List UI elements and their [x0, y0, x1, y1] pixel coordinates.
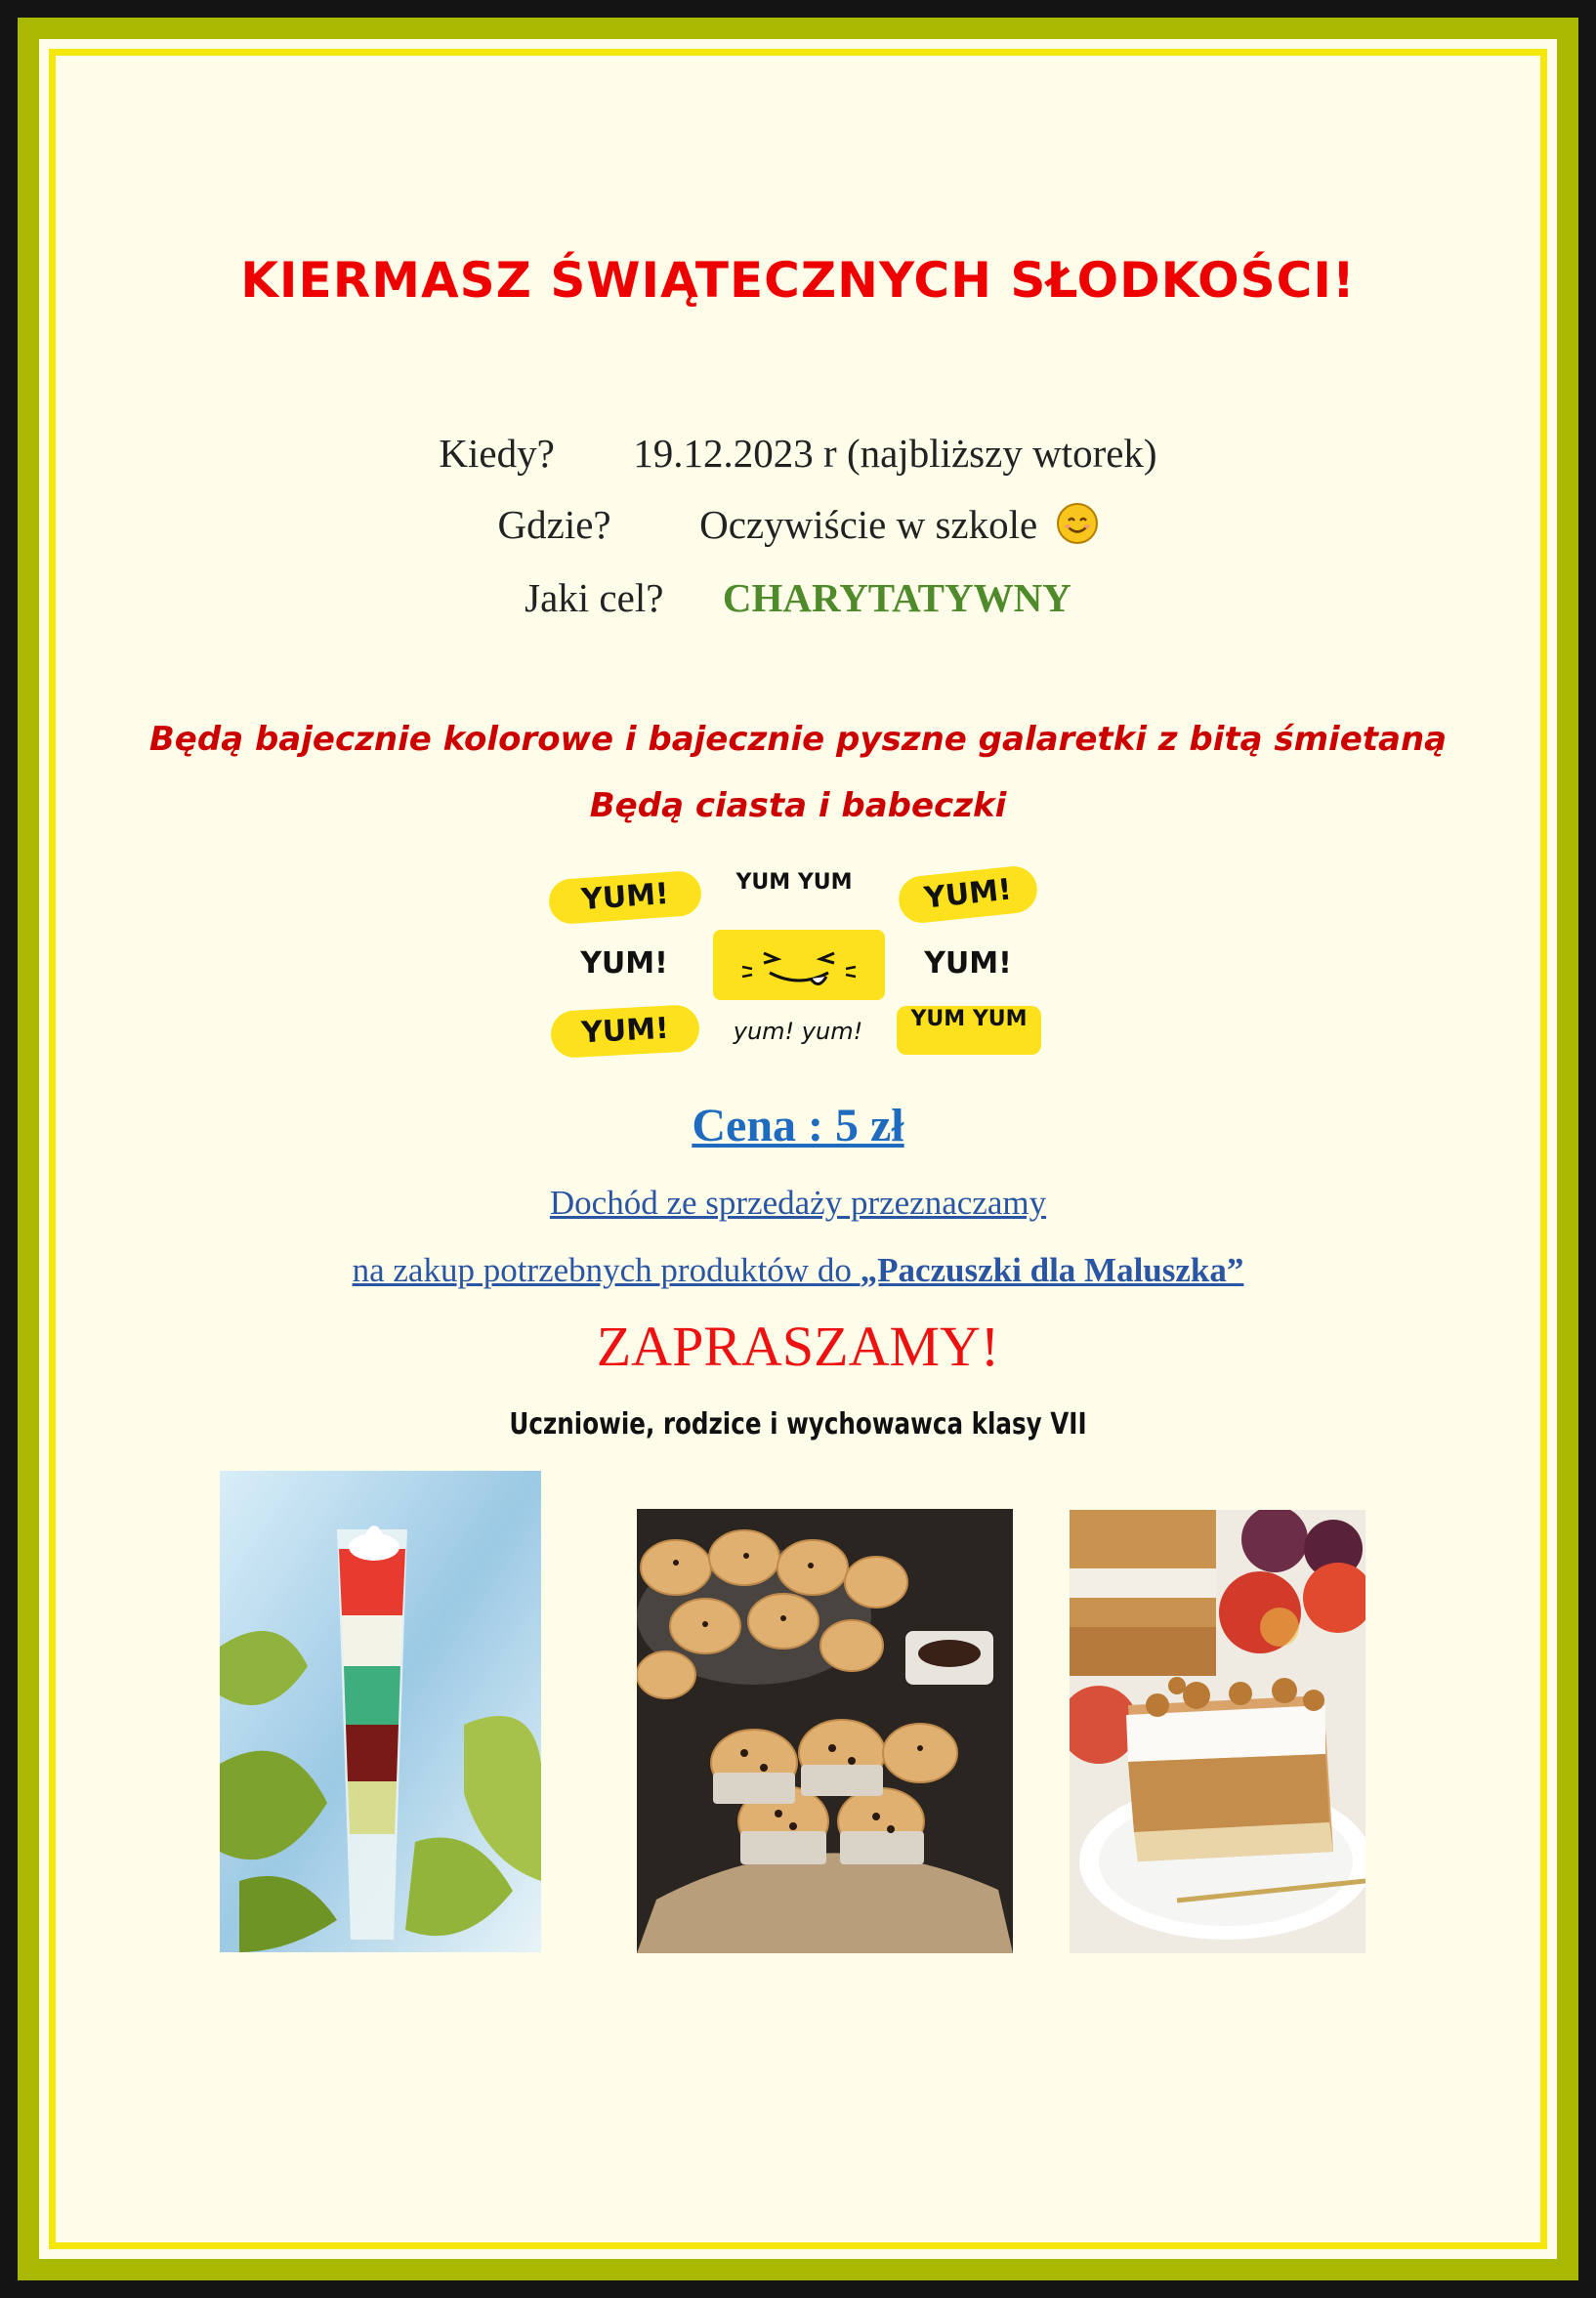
price-label: Cena : 5 zł — [692, 1100, 904, 1151]
goal-row — [0, 574, 1596, 621]
promo-jelly: Będą bajecznie kolorowe i bajecznie pyszne galaretki z bitą śmietaną — [148, 720, 1448, 759]
yum-sticker: YUM! — [897, 864, 1039, 926]
when-label: Kiedy? — [439, 431, 555, 476]
income-line-1: Dochód ze sprzedaży przeznaczamy — [549, 1184, 1047, 1222]
goal-label: Jaki cel? — [525, 575, 664, 620]
yum-sticker: YUM YUM — [735, 870, 853, 895]
yum-sticker: YUM! — [550, 1004, 700, 1059]
income-line-2 — [0, 1251, 1596, 1290]
poster-title: KIERMASZ ŚWIĄTECZNYCH SŁODKOŚCI! — [240, 252, 1356, 309]
yum-sticker: YUM! — [924, 946, 1012, 981]
where-value: Oczywiście w szkole — [699, 502, 1038, 547]
muffins-photo — [637, 1509, 1013, 1953]
where-row — [0, 501, 1596, 548]
yum-sticker: YUM! — [548, 870, 703, 926]
promo-cakes: Będą ciasta i babeczki — [589, 786, 1007, 825]
charity-name: „Paczuszki dla Maluszka” — [860, 1251, 1244, 1289]
smiling-face-icon — [1057, 503, 1098, 544]
signature-line: Uczniowie, rodzice i wychowawca klasy VII — [509, 1407, 1087, 1441]
apple-cake-photo — [1070, 1510, 1365, 1953]
yum-sticker-grid — [545, 863, 1043, 1059]
income-line-2-prefix: na zakup potrzebnych produktów do — [352, 1251, 861, 1289]
yum-sticker: yum! yum! — [733, 1018, 863, 1045]
invite-heading: ZAPRASZAMY! — [596, 1315, 1000, 1378]
when-row — [0, 430, 1596, 477]
jelly-photo — [220, 1471, 541, 1952]
where-label: Gdzie? — [497, 502, 611, 547]
when-value: 19.12.2023 r (najbliższy wtorek) — [633, 431, 1157, 476]
yum-sticker: YUM! — [580, 946, 668, 981]
yum-face-icon — [713, 930, 885, 1000]
goal-value: CHARYTATYWNY — [722, 575, 1071, 620]
yum-sticker: YUM YUM — [897, 1006, 1041, 1055]
